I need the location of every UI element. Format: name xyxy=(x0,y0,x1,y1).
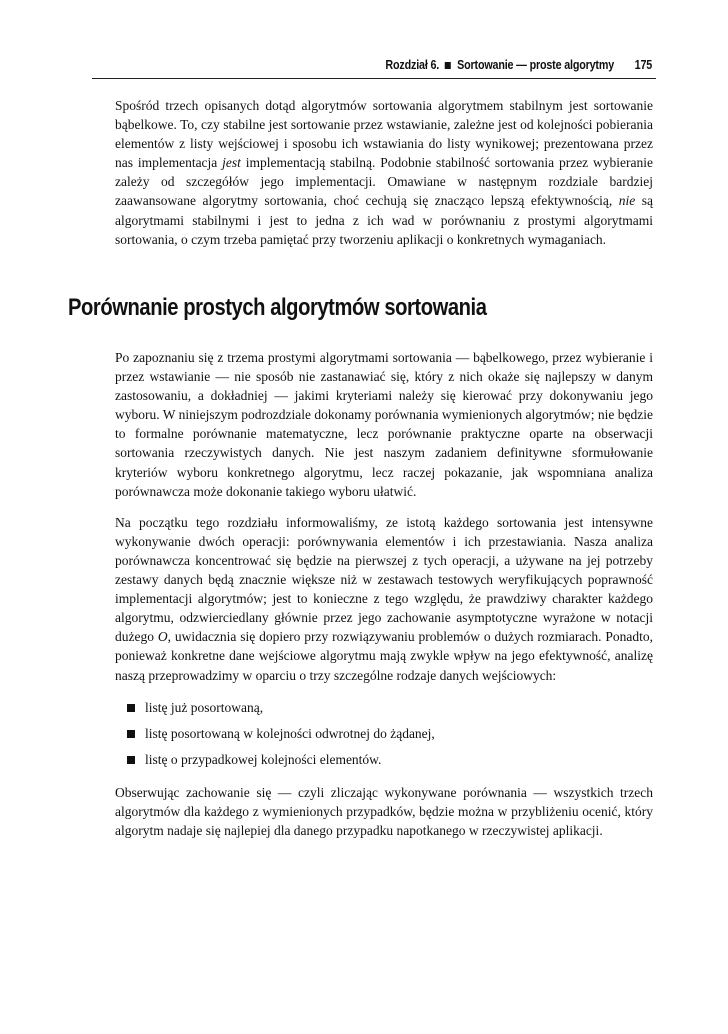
big-o-symbol: O xyxy=(157,629,168,645)
section-paragraph-3: Obserwując zachowanie się — czyli zliczając wykonywane porównania — wszystkich trzech algorytmów dla każdego z wymienionych przypadków, będzie można w przybliżeniu ocenić, który algorytm nadaje się najlepiej dla danego przypadku napotkanego w rzeczywistej aplikacji. xyxy=(115,784,653,839)
intro-text-a: Spośród trzech opisanych dotąd algorytmów sortowania algorytmem stabilnym jest sortowanie bąbelkowe. To, czy stabilne jest sortowanie przez wstawianie, zależne jest od kolejności pobierania elementów z listy wejściowej i sposobu ich wstawiania do listy wynikowej; prezentowana przez nas implementacja xyxy=(115,98,653,171)
list-item-text: listę już posortowaną, xyxy=(145,699,264,715)
intro-emphasis-nie: nie xyxy=(618,193,636,209)
intro-emphasis-jest: jest xyxy=(222,155,241,171)
section-p2-text-a: Na początku tego rozdziału informowaliśmy, ze istotą każdego sortowania jest intensywne wykonywanie dwóch operacji: porównywania elementów i ich przestawiania. Nasza analiza porównawcza koncentrować się będzie na pierwszej z tych operacji, a używane na jej potrzeby zestawy danych będą znacznie większe niż w zestawach testowych weryfikujących poprawność implementacji algorytmów; jest to konieczne z tego względu, że prawdziwy charakter każdego algorytmu, odzwierciedlany głównie przez jego zachowanie asymptotyczne wyrażone w notacji dużego xyxy=(115,514,653,645)
section-body xyxy=(115,348,653,840)
chapter-title: Sortowanie — proste algorytmy xyxy=(457,58,614,72)
list-item xyxy=(115,698,653,717)
section-heading: Porównanie prostych algorytmów sortowania xyxy=(68,294,487,321)
page-number: 175 xyxy=(634,58,652,72)
square-bullet-icon xyxy=(127,756,135,764)
list-item-text: listę o przypadkowej kolejności elementów. xyxy=(145,751,382,767)
square-bullet-icon xyxy=(127,704,135,712)
intro-paragraph xyxy=(115,96,653,249)
section-paragraph-1: Po zapoznaniu się z trzema prostymi algorytmami sortowania — bąbelkowego, przez wybieranie i przez wstawianie — nie sposób nie zastanawiać się, który z nich okaże się najlepszy w danym zastosowaniu, a dokładniej — jakimi kryteriami należy się kierować przy dokonywaniu jego wyboru. W niniejszym podrozdziale dokonamy porównania wymienionych algorytmów; nie będzie to formalne porównanie matematyczne, lecz porównanie praktyczne oparte na obserwacji sortowania rzeczywistych danych. Nie jest naszym zadaniem definitywne sformułowanie kryteriów wyboru konkretnego algorytmu, lecz raczej pokazanie, jak wspomniana analiza porównawcza może dokonanie takiego wyboru ułatwić. xyxy=(115,350,653,499)
chapter-label: Rozdział 6. xyxy=(385,58,439,72)
input-types-list xyxy=(115,698,653,769)
section-paragraph-2 xyxy=(115,513,653,685)
list-item xyxy=(115,724,653,743)
square-bullet-icon xyxy=(127,730,135,738)
intro-text-c: są algorytmami stabilnymi i jest to jedna z ich wad w porównaniu z prostymi algorytmami sortowania, o czym trzeba pamiętać przy tworzeniu aplikacji o konkretnych wymaganiach. xyxy=(115,193,653,247)
list-item xyxy=(115,750,653,769)
intro-text-b: implementacją stabilną. Podobnie stabilność sortowania przez wybieranie zależy od szczegółów jego implementacji. Omawiane w następnym rozdziale bardziej zaawansowane algorytmy sortowania, choć cechują się znacząco lepszą efektywnością, xyxy=(115,155,653,209)
section-p2-text-b: , uwidacznia się dopiero przy rozwiązywaniu problemów o dużych rozmiarach. Ponadto, ponieważ konkretne dane wejściowe algorytmu mają zwykle wpływ na jego efektywność, analizę naszą przeprowadzimy w oparciu o trzy szczególne rodzaje danych wejściowych: xyxy=(115,629,653,683)
list-item-text: listę posortowaną w kolejności odwrotnej do żądanej, xyxy=(145,725,435,741)
intro-block xyxy=(115,96,653,249)
running-head xyxy=(385,58,652,72)
square-bullet-icon xyxy=(445,62,451,69)
header-rule xyxy=(92,78,656,79)
